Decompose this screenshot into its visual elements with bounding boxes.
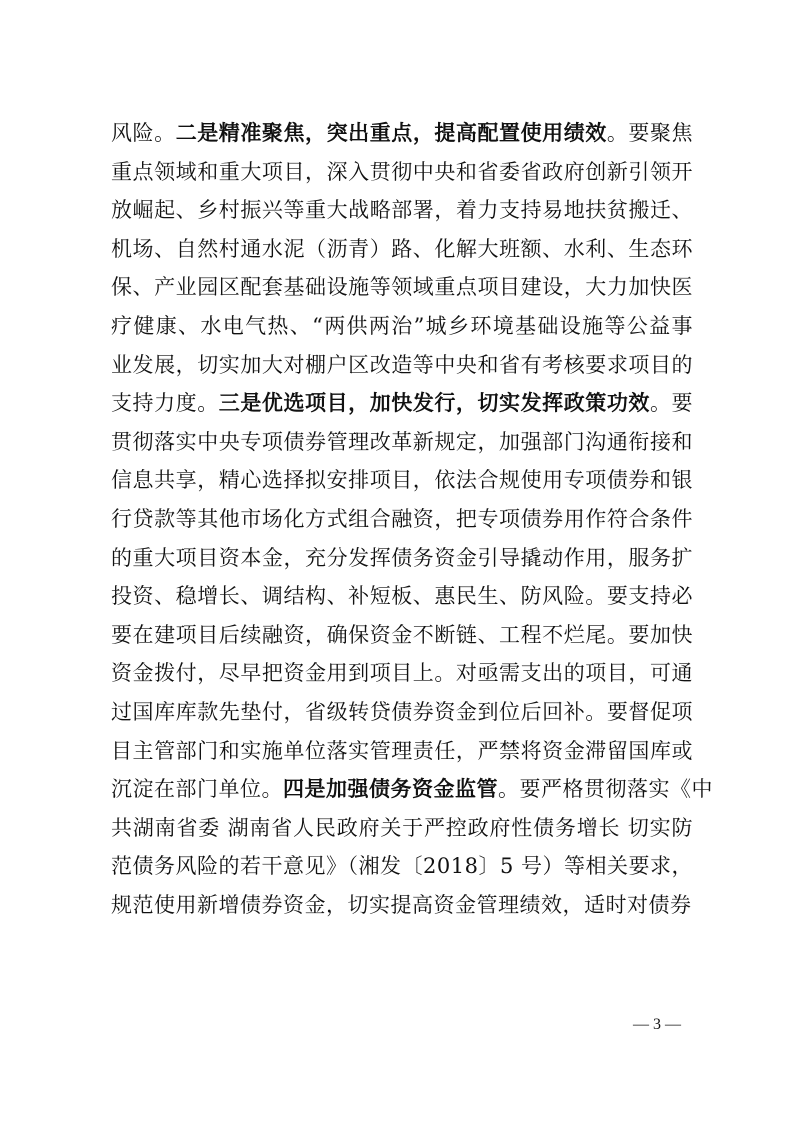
text-segment: 规范使用新增债券资金，切实提高资金管理绩效，适时对债券	[111, 892, 692, 917]
text-segment: 放崛起、乡村振兴等重大战略部署，着力支持易地扶贫搬迁、	[111, 198, 693, 223]
text-segment: 。要	[649, 391, 694, 416]
text-segment: 风险。	[111, 121, 176, 145]
text-line	[111, 461, 693, 500]
text-segment: 支持力度。	[111, 391, 219, 416]
page-number: — 3 —	[633, 1016, 681, 1033]
text-line	[111, 539, 693, 578]
bold-text-segment: 三是优选项目，加快发行，切实发挥政策功效	[218, 390, 650, 416]
text-segment: 范债务风险的若干意见》（湘发〔2018〕5 号）等相关要求，	[111, 854, 693, 879]
text-line	[111, 616, 693, 655]
text-segment: 。要聚焦	[606, 121, 694, 145]
text-line	[111, 654, 693, 693]
bold-text-segment: 二是精准聚焦，突出重点，提高配置使用绩效	[175, 120, 607, 145]
text-segment: 行贷款等其他市场化方式组合融资，把专项债券用作符合条件	[111, 506, 693, 531]
text-segment: 信息共享，精心选择拟安排项目，依法合规使用专项债券和银	[111, 468, 693, 493]
text-segment: 。要严格贯彻落实《中	[498, 777, 713, 802]
text-segment: 机场、自然村通水泥（沥青）路、化解大班额、水利、生态环	[111, 236, 693, 261]
text-line	[111, 191, 693, 230]
text-line	[111, 114, 693, 153]
text-line	[111, 693, 693, 732]
text-segment: 投资、稳增长、调结构、补短板、惠民生、防风险。要支持必	[111, 584, 693, 609]
text-line	[111, 384, 693, 423]
text-segment: 过国库库款先垫付，省级转贷债券资金到位后回补。要督促项	[111, 699, 693, 724]
text-line	[111, 577, 693, 616]
text-segment: 共湖南省委 湖南省人民政府关于严控政府性债务增长 切实防	[111, 815, 693, 840]
bold-text-segment: 四是加强债务资金监管	[283, 776, 498, 802]
text-segment: 贯彻落实中央专项债券管理改革新规定，加强部门沟通衔接和	[111, 429, 693, 454]
text-line	[111, 500, 693, 539]
text-segment: 要在建项目后续融资，确保资金不断链、工程不烂尾。要加快	[111, 622, 693, 647]
text-segment: 沉淀在部门单位。	[111, 777, 283, 802]
text-line	[111, 732, 693, 771]
text-segment: 重点领域和重大项目，深入贯彻中央和省委省政府创新引领开	[111, 159, 693, 184]
text-line	[111, 268, 693, 307]
text-line	[111, 346, 693, 385]
text-line	[111, 886, 693, 925]
text-segment: 业发展，切实加大对棚户区改造等中央和省有考核要求项目的	[111, 352, 693, 377]
text-line	[111, 809, 693, 848]
text-line	[111, 230, 693, 269]
text-line	[111, 847, 693, 886]
text-segment: 的重大项目资本金，充分发挥债务资金引导撬动作用，服务扩	[111, 545, 693, 570]
text-segment: 目主管部门和实施单位落实管理责任，严禁将资金滞留国库或	[111, 738, 693, 763]
text-line	[111, 423, 693, 462]
text-segment: 疗健康、水电气热、“两供两治”城乡环境基础设施等公益事	[111, 313, 693, 338]
text-line	[111, 153, 693, 192]
text-segment: 保、产业园区配套基础设施等领域重点项目建设，大力加快医	[111, 275, 693, 300]
text-line	[111, 307, 693, 346]
text-segment: 资金拨付，尽早把资金用到项目上。对亟需支出的项目，可通	[111, 661, 693, 686]
text-line	[111, 770, 713, 809]
document-body	[111, 114, 713, 924]
